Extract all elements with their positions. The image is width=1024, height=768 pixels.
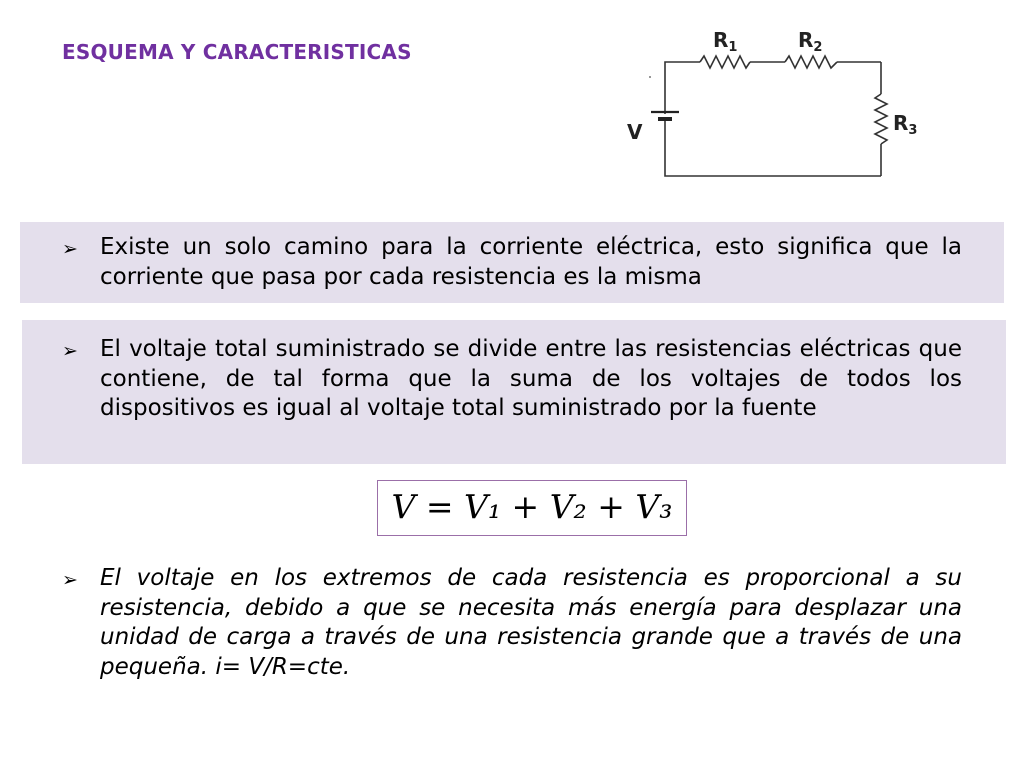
r2-label: R: [798, 28, 814, 52]
r1-label: R: [713, 28, 729, 52]
r3-label: R: [893, 111, 909, 135]
circuit-wires: [665, 56, 887, 176]
bullet-text-3: El voltaje en los extremos de cada resistencia es proporcional a su resistencia, debido a que se necesita más energía para desplazar una unidad de carga a través de una resistencia grande que a través de una pequeña. i= V/R=cte.: [100, 565, 962, 680]
formula-box: [377, 480, 687, 536]
bullet-arrow-icon: ➢: [62, 340, 78, 362]
bullet-text-1: Existe un solo camino para la corriente eléctrica, esto significa que la corriente que pasa por cada resistencia es la misma: [100, 234, 962, 290]
svg-text:R1: [713, 28, 737, 55]
slide-title: ESQUEMA Y CARACTERISTICAS: [62, 40, 412, 64]
bullet-text-2: El voltaje total suministrado se divide entre las resistencias eléctricas que contiene, de tal forma que la suma de los voltajes de todos los dispositivos es igual al voltaje total suministrado por la fuente: [100, 336, 962, 421]
resistor-r3: [875, 94, 887, 144]
r3-subscript: 3: [908, 123, 918, 138]
series-circuit-diagram: [615, 20, 945, 190]
r2-subscript: 2: [813, 40, 823, 55]
bullet-arrow-icon: ➢: [62, 569, 78, 591]
svg-text:R3: [893, 111, 917, 138]
svg-text:R2: [798, 28, 822, 55]
voltage-sum-formula: V = V₁ + V₂ + V₃: [391, 487, 673, 526]
resistor-r2: [785, 56, 837, 68]
resistor-r1: [700, 56, 750, 68]
bullet-arrow-icon: ➢: [62, 238, 78, 260]
r1-subscript: 1: [728, 40, 738, 55]
voltage-source-label: V: [627, 120, 643, 144]
